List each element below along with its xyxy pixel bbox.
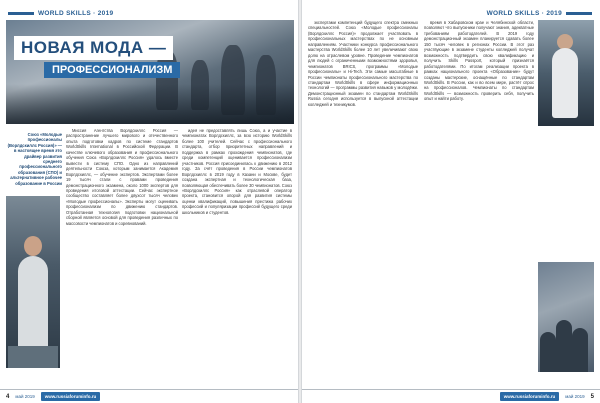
left-header-label: WORLD SKILLS · 2019 — [38, 9, 114, 17]
lead-sidebar: Союз «Молодые профессионалы (Ворлдскиллс Россия)» — в настоящее время это драйвер развития среднего профессионального образования (СПО) и альтернативное рабочее образование в России — [7, 132, 62, 186]
header-bar-decoration — [566, 12, 592, 15]
crowd-figure — [572, 328, 588, 372]
left-footer-site[interactable]: www.russiaforuminfo.ru — [41, 392, 101, 401]
right-column-1-text: экспертами компетенций будущего спектра смежных специальностей. Союз «Молодые профессионалы (Ворлдскиллс Россия)» продолжает участвовать в профессиональных мастерствах по не основным направлениям. Участники конкурса профессионального мастерства WorldSkills более 10 лет увеличивают свою долю на отраслевом уровне. Проведение чемпионатов для людей с ограниченными возможностями здоровья, чемпионатов BRICS, программы «Молодые профессионалы» и Hi-Tech. Эти самые масштабные в России чемпионаты профессионального мастерства по стандартам WorldSkills в сфере информационных технологий — программы развития навыков у молодёжи. Демонстрационный экзамен по стандартам WorldSkills Russia сегодня используется в выпускной аттестации колледжей и техникумов. — [308, 20, 418, 107]
left-column-2 — [182, 128, 292, 386]
equipment-shape — [8, 346, 58, 368]
right-page — [302, 0, 600, 403]
left-page-header — [8, 7, 113, 19]
left-page — [0, 0, 298, 403]
worker-photo — [6, 196, 60, 368]
crowd-figure — [540, 332, 556, 372]
photo-hall-shading — [6, 84, 294, 124]
right-footer — [302, 389, 600, 403]
left-page-number: 4 — [6, 393, 10, 400]
right-page-number: 5 — [590, 393, 594, 400]
left-column-2-text: идея не предоставлять лишь Союз, а и участие в чемпионатах Ворлдскиллс, за всю историю WorldSkills более 100 учителей. Сейчас с профессионального стандарта, отбор приоритетных направлений и поддержка в рамках прохождения чемпионатов, где среди компетенций оценивается профессионализм участников. Россия присоединилась к движению в 2012 году. За счёт проведения в России чемпионатов Ворлдскиллс в 2019 году в Казани и Москве, будет создана экспертная и технологическая база, позволяющая обеспечивать более 30 чемпионатов. Союз «Ворлдскиллс Россия» как отраслевой оператор проекта, становится опорой для развития системы оценки квалификаций, повышения престижа рабочих профессий и популяризации профессий будущего среди школьников и студентов. — [182, 128, 292, 215]
left-column-1-text: Миссия Агентства Ворлдскиллс Россия — распространение лучшего мирового и отечественного опыта подготовки кадров по системе стандартов WorldSkills International в Российской Федерации. В качестве ключевого образования и профессионального обучения Союз «Ворлдскиллс Россия» удалось вместе вывести в систему СПО. Одно из направлений деятельности Союза, которым занимается Академия Ворлдскиллс, — обучение экспертов. Экспертами более 19 тысяч стали с правами проведения демонстрационного экзамена, около 1000 экспертов для проведения итоговой аттестации. Сейчас экспертное сообщество составляет более двухсот тысяч человек «Молодые профессионалы». Эксперты могут оценивать профессионализм по движению стандартов. Отработанная технология подготовки национальной сборной является основой для проведения различных по массовости чемпионатов и соревнований. — [66, 128, 178, 226]
header-bar-decoration — [8, 12, 34, 15]
specialist-photo — [538, 20, 594, 126]
event-photo — [538, 262, 594, 372]
crowd-figure — [556, 320, 572, 372]
right-footer-date: май 2019 — [565, 394, 585, 399]
worker-head — [24, 236, 42, 256]
article-title-block — [14, 36, 180, 78]
left-footer-date: май 2019 — [15, 394, 35, 399]
article-title: НОВАЯ МОДА — — [14, 36, 173, 60]
left-column-1 — [66, 128, 178, 386]
right-column-2-text: время в Хабаровском крае и Челябинской области, позволяют что выпускники получают знания, адекватные требованиям работодателей. В 2019 году демонстрационный экзамен планируется сдавать более 150 тысяч человек в регионах России. В этот раз участвующие в экзамене студенты колледжей получат возможность подтвердить свою квалификацию и получить Skills Passport, который признаётся работодателями. По итогам реализации проекта в рамках национального проекта «Образование» будут созданы мастерские, оснащённые по стандартам WorldSkills. В России, как и во всем мире, растёт спрос на профессионалов. Чемпионаты по стандартам WorldSkills — возможность проверить себя, получить опыт и найти работу. — [424, 20, 534, 102]
article-subtitle: ПРОФЕССИОНАЛИЗМ — [44, 62, 180, 78]
right-header-label: WORLD SKILLS · 2019 — [486, 9, 562, 17]
right-column-1 — [308, 20, 418, 386]
left-footer — [0, 389, 298, 403]
specialist-body — [552, 48, 578, 118]
right-column-2 — [424, 20, 534, 386]
right-page-header — [487, 7, 592, 19]
right-footer-site[interactable]: www.russiaforuminfo.ru — [500, 392, 560, 401]
